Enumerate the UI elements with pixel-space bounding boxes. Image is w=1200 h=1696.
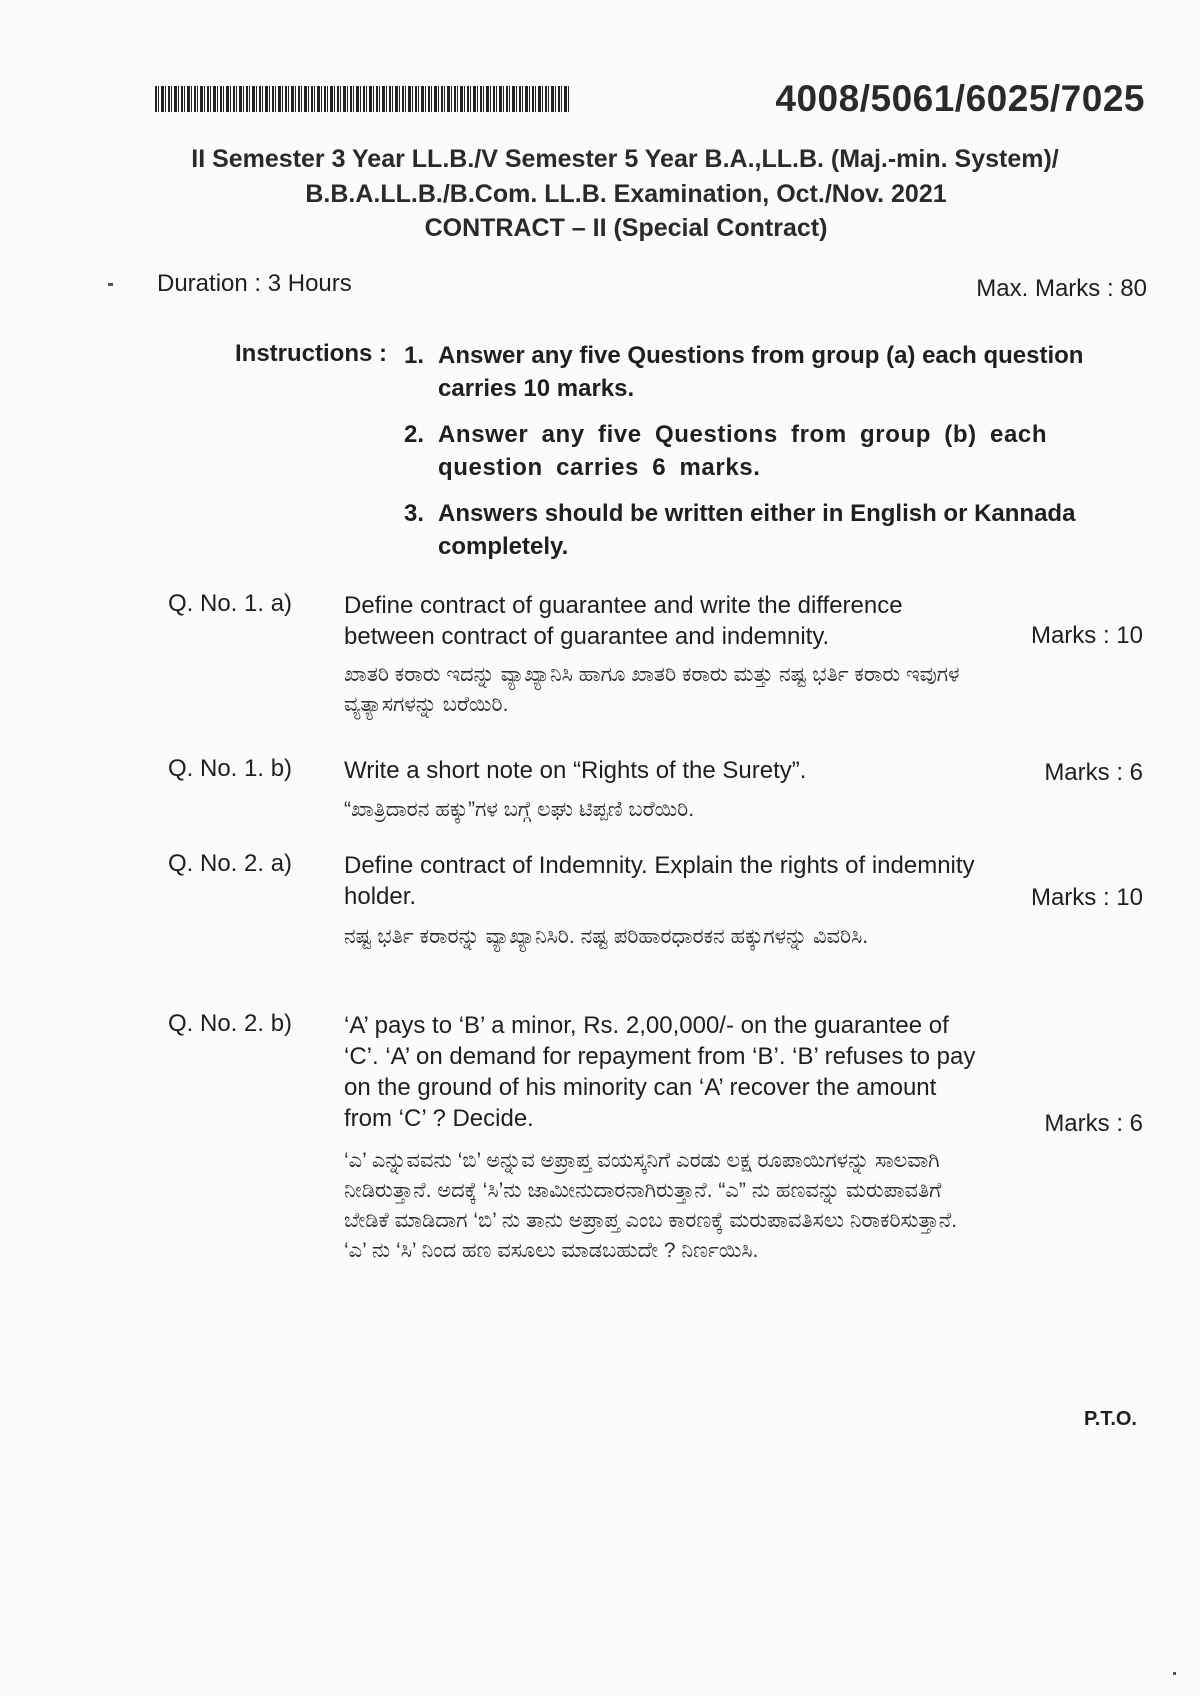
- scan-speck: [1173, 1672, 1176, 1675]
- instruction-number: 3.: [404, 500, 425, 527]
- scan-speck: [108, 283, 113, 286]
- question-number: Q. No. 2. b): [168, 1010, 293, 1037]
- question-number: Q. No. 1. b): [168, 755, 293, 782]
- question-marks: Marks : 6: [1044, 1110, 1143, 1137]
- instruction-number: 2.: [404, 421, 425, 448]
- exam-title-line-1: II Semester 3 Year LL.B./V Semester 5 Year B.A.,LL.B. (Maj.-min. System)/: [191, 145, 1059, 173]
- instruction-text: Answers should be written either in English or Kannada completely.: [438, 500, 1076, 560]
- question-english: Write a short note on “Rights of the Surety”.: [344, 757, 807, 784]
- question-kannada: “ಖಾತ್ರಿದಾರನ ಹಕ್ಕು”ಗಳ ಬಗ್ಗೆ ಲಘು ಟಿಪ್ಪಣಿ ಬರೆಯಿರಿ.: [344, 798, 695, 821]
- question-marks: Marks : 6: [1044, 759, 1143, 786]
- question-marks: Marks : 10: [1030, 622, 1143, 649]
- question-marks: Marks : 10: [1030, 884, 1143, 911]
- exam-title-line-2: B.B.A.LL.B./B.Com. LL.B. Examination, Oct./Nov. 2021: [305, 180, 947, 208]
- question-number: Q. No. 1. a): [168, 590, 293, 617]
- subject-title: CONTRACT – II (Special Contract): [424, 214, 828, 242]
- question-english: Define contract of guarantee and write the difference between contract of guarantee and indemnity.: [344, 592, 903, 650]
- question-kannada: ಖಾತರಿ ಕರಾರು ಇದನ್ನು ವ್ಯಾಖ್ಯಾನಿಸಿ ಹಾಗೂ ಖಾತರಿ ಕರಾರು ಮತ್ತು ನಷ್ಟ ಭರ್ತಿ ಕರಾರು ಇವುಗಳ ವ್ಯತ್ಯಾಸಗಳನ್ನು ಬರೆಯಿರಿ.: [344, 663, 960, 716]
- please-turn-over: P.T.O.: [1084, 1408, 1137, 1430]
- barcode-icon: [155, 86, 571, 112]
- question-english: Define contract of Indemnity. Explain the rights of indemnity holder.: [344, 852, 975, 910]
- question-english: ‘A’ pays to ‘B’ a minor, Rs. 2,00,000/- on the guarantee of ‘C’. ‘A’ on demand for repayment from ‘B’. ‘B’ refuses to pay on the ground of his minority can ‘A’ recover the amount from ‘C’ ? Decide.: [344, 1012, 976, 1132]
- max-marks: Max. Marks : 80: [976, 275, 1147, 302]
- instruction-text: Answer any five Questions from group (a) each question carries 10 marks.: [438, 342, 1084, 402]
- question-kannada: ‘ಎ’ ಎನ್ನುವವನು ‘ಬಿ’ ಅನ್ನುವ ಅಪ್ರಾಪ್ತ ವಯಸ್ಕನಿಗೆ ಎರಡು ಲಕ್ಷ ರೂಪಾಯಿಗಳನ್ನು ಸಾಲವಾಗಿ ನೀಡಿರುತ್ತಾನೆ. ಅದಕ್ಕೆ ‘ಸಿ’ನು ಜಾಮೀನುದಾರನಾಗಿರುತ್ತಾನೆ. “ಎ” ನು ಹಣವನ್ನು ಮರುಪಾವತಿಗೆ ಬೇಡಿಕೆ ಮಾಡಿದಾಗ ‘ಬಿ’ ನು ತಾನು ಅಪ್ರಾಪ್ತ ಎಂಬ ಕಾರಣಕ್ಕೆ ಮರುಪಾವತಿಸಲು ನಿರಾಕರಿಸುತ್ತಾನೆ. ‘ಎ’ ನು ‘ಸಿ’ ನಿಂದ ಹಣ ವಸೂಲು ಮಾಡಬಹುದೇ ? ನಿರ್ಣಯಿಸಿ.: [344, 1149, 958, 1262]
- question-kannada: ನಷ್ಟ ಭರ್ತಿ ಕರಾರನ್ನು ವ್ಯಾಖ್ಯಾನಿಸಿರಿ. ನಷ್ಟ ಪರಿಹಾರಧಾರಕನ ಹಕ್ಕುಗಳನ್ನು ವಿವರಿಸಿ.: [344, 925, 869, 948]
- instruction-text: Answer any five Questions from group (b) each question carries 6 marks.: [438, 421, 1048, 481]
- instructions-label: Instructions :: [235, 340, 388, 367]
- duration: Duration : 3 Hours: [157, 270, 352, 297]
- paper-code: 4008/5061/6025/7025: [775, 78, 1145, 119]
- instruction-number: 1.: [404, 342, 425, 369]
- question-number: Q. No. 2. a): [168, 850, 293, 877]
